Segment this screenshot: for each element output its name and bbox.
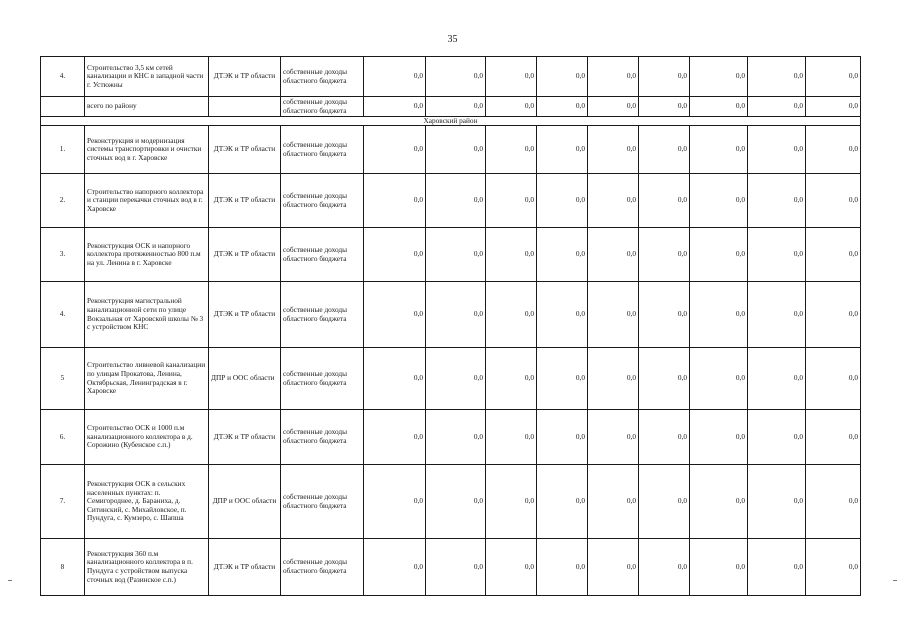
amount-cell: 0,0: [806, 57, 861, 97]
funding-source: собственные доходы областного бюджета: [281, 539, 364, 596]
amount-cell: 0,0: [806, 282, 861, 348]
amount-cell: 0,0: [426, 228, 486, 282]
amount-cell: 0,0: [364, 126, 426, 174]
amount-cell: 0,0: [639, 126, 690, 174]
responsible-body: ДПР и ООС области: [209, 465, 281, 539]
responsible-body: ДТЭК и ТР области: [209, 174, 281, 228]
row-number: 3.: [41, 228, 85, 282]
funding-source: собственные доходы областного бюджета: [281, 228, 364, 282]
amount-cell: 0,0: [690, 174, 748, 228]
amount-cell: 0,0: [426, 97, 486, 117]
amount-cell: 0,0: [748, 126, 806, 174]
table-row: [41, 539, 861, 596]
amount-cell: 0,0: [748, 410, 806, 465]
table-row: [41, 228, 861, 282]
responsible-body: ДПР и ООС области: [209, 348, 281, 410]
amount-cell: 0,0: [690, 126, 748, 174]
amount-cell: 0,0: [426, 174, 486, 228]
responsible-body: ДТЭК и ТР области: [209, 126, 281, 174]
amount-cell: 0,0: [588, 174, 639, 228]
amount-cell: 0,0: [426, 282, 486, 348]
amount-cell: 0,0: [537, 410, 588, 465]
amount-cell: 0,0: [486, 465, 537, 539]
amount-cell: 0,0: [806, 539, 861, 596]
amount-cell: 0,0: [639, 228, 690, 282]
scan-edge-mark: [893, 580, 897, 581]
amount-cell: 0,0: [537, 126, 588, 174]
amount-cell: 0,0: [537, 228, 588, 282]
measure-name: Реконструкция ОСК в сельских населенных пунктах: п. Семигороднее, д. Бараниха, д. Ситинский, с. Михайловское, п. Пундуга, с. Кумзеро, с. Шапша: [85, 465, 209, 539]
financing-table: [40, 56, 861, 596]
measure-name: всего по району: [85, 97, 209, 117]
amount-cell: 0,0: [486, 126, 537, 174]
amount-cell: 0,0: [364, 174, 426, 228]
table-row: [41, 174, 861, 228]
amount-cell: 0,0: [486, 539, 537, 596]
amount-cell: 0,0: [806, 126, 861, 174]
row-number: 4.: [41, 57, 85, 97]
amount-cell: 0,0: [537, 348, 588, 410]
amount-cell: 0,0: [690, 282, 748, 348]
amount-cell: 0,0: [486, 228, 537, 282]
amount-cell: 0,0: [486, 97, 537, 117]
row-number: [41, 97, 85, 117]
amount-cell: 0,0: [639, 539, 690, 596]
amount-cell: 0,0: [426, 348, 486, 410]
measure-name: Реконструкция и модернизация системы транспортировки и очистки сточных вод в г. Харовске: [85, 126, 209, 174]
row-number: 7.: [41, 465, 85, 539]
row-number: 6.: [41, 410, 85, 465]
amount-cell: 0,0: [486, 410, 537, 465]
amount-cell: 0,0: [537, 465, 588, 539]
amount-cell: 0,0: [748, 174, 806, 228]
row-number: 1.: [41, 126, 85, 174]
amount-cell: 0,0: [588, 282, 639, 348]
district-header-row: [41, 117, 861, 126]
amount-cell: 0,0: [588, 539, 639, 596]
amount-cell: 0,0: [588, 228, 639, 282]
amount-cell: 0,0: [690, 465, 748, 539]
row-number: 4.: [41, 282, 85, 348]
amount-cell: 0,0: [748, 282, 806, 348]
row-number: 8: [41, 539, 85, 596]
table-row: [41, 57, 861, 97]
amount-cell: 0,0: [588, 410, 639, 465]
funding-source: собственные доходы областного бюджета: [281, 348, 364, 410]
amount-cell: 0,0: [806, 348, 861, 410]
amount-cell: 0,0: [537, 539, 588, 596]
amount-cell: 0,0: [364, 282, 426, 348]
scan-edge-mark: [8, 580, 12, 581]
amount-cell: 0,0: [588, 57, 639, 97]
amount-cell: 0,0: [364, 97, 426, 117]
amount-cell: 0,0: [426, 126, 486, 174]
amount-cell: 0,0: [690, 57, 748, 97]
funding-source: собственные доходы областного бюджета: [281, 174, 364, 228]
funding-source: собственные доходы областного бюджета: [281, 410, 364, 465]
row-number: 5: [41, 348, 85, 410]
table-row: [41, 410, 861, 465]
amount-cell: 0,0: [426, 410, 486, 465]
amount-cell: 0,0: [588, 348, 639, 410]
amount-cell: 0,0: [639, 282, 690, 348]
amount-cell: 0,0: [426, 539, 486, 596]
table-row: [41, 348, 861, 410]
funding-source: собственные доходы областного бюджета: [281, 282, 364, 348]
amount-cell: 0,0: [690, 228, 748, 282]
amount-cell: 0,0: [748, 539, 806, 596]
amount-cell: 0,0: [639, 97, 690, 117]
amount-cell: 0,0: [690, 348, 748, 410]
amount-cell: 0,0: [588, 465, 639, 539]
amount-cell: 0,0: [748, 465, 806, 539]
amount-cell: 0,0: [690, 539, 748, 596]
measure-name: Строительство напорного коллектора и станции перекачки сточных вод в г. Харовске: [85, 174, 209, 228]
amount-cell: 0,0: [748, 97, 806, 117]
amount-cell: 0,0: [364, 348, 426, 410]
amount-cell: 0,0: [690, 410, 748, 465]
amount-cell: 0,0: [537, 97, 588, 117]
amount-cell: 0,0: [748, 57, 806, 97]
amount-cell: 0,0: [486, 174, 537, 228]
amount-cell: 0,0: [588, 126, 639, 174]
amount-cell: 0,0: [426, 465, 486, 539]
amount-cell: 0,0: [364, 57, 426, 97]
amount-cell: 0,0: [748, 348, 806, 410]
measure-name: Строительство 3,5 км сетей канализации и КНС в западной части г. Устюжны: [85, 57, 209, 97]
row-number: 2.: [41, 174, 85, 228]
amount-cell: 0,0: [364, 228, 426, 282]
amount-cell: 0,0: [748, 228, 806, 282]
amount-cell: 0,0: [364, 410, 426, 465]
amount-cell: 0,0: [537, 282, 588, 348]
amount-cell: 0,0: [806, 410, 861, 465]
amount-cell: 0,0: [537, 57, 588, 97]
measure-name: Строительство ОСК и 1000 п.м канализационного коллектора в д. Сорожино (Кубенское с.п.): [85, 410, 209, 465]
amount-cell: 0,0: [364, 539, 426, 596]
amount-cell: 0,0: [486, 282, 537, 348]
amount-cell: 0,0: [486, 57, 537, 97]
funding-source: собственные доходы областного бюджета: [281, 465, 364, 539]
amount-cell: 0,0: [426, 57, 486, 97]
amount-cell: 0,0: [486, 348, 537, 410]
table-row: [41, 126, 861, 174]
district-title: Харовский район: [41, 117, 861, 126]
amount-cell: 0,0: [806, 228, 861, 282]
responsible-body: ДТЭК и ТР области: [209, 410, 281, 465]
amount-cell: 0,0: [639, 348, 690, 410]
measure-name: Реконструкция магистральной канализационной сети по улице Вокзальная от Харовской школы № 3 с устройством КНС: [85, 282, 209, 348]
funding-source: собственные доходы областного бюджета: [281, 57, 364, 97]
table-row: [41, 282, 861, 348]
responsible-body: ДТЭК и ТР области: [209, 539, 281, 596]
amount-cell: 0,0: [639, 465, 690, 539]
amount-cell: 0,0: [639, 57, 690, 97]
amount-cell: 0,0: [639, 174, 690, 228]
measure-name: Реконструкция 360 п.м канализационного коллектора в п. Пундуга с устройством выпуска сточных вод (Разинское с.п.): [85, 539, 209, 596]
page-number: 35: [447, 34, 458, 45]
amount-cell: 0,0: [537, 174, 588, 228]
amount-cell: 0,0: [588, 97, 639, 117]
funding-source: собственные доходы областного бюджета: [281, 126, 364, 174]
amount-cell: 0,0: [806, 465, 861, 539]
measure-name: Реконструкция ОСК и напорного коллектора протяженностью 800 п.м на ул. Ленина в г. Харовске: [85, 228, 209, 282]
amount-cell: 0,0: [806, 174, 861, 228]
funding-source: собственные доходы областного бюджета: [281, 97, 364, 117]
measure-name: Строительство ливневой канализации по улицам Прокатова, Ленина, Октябрьская, Ленинградская в г. Харовске: [85, 348, 209, 410]
responsible-body: ДТЭК и ТР области: [209, 57, 281, 97]
responsible-body: ДТЭК и ТР области: [209, 282, 281, 348]
amount-cell: 0,0: [806, 97, 861, 117]
table-row: [41, 97, 861, 117]
responsible-body: [209, 97, 281, 117]
responsible-body: ДТЭК и ТР области: [209, 228, 281, 282]
amount-cell: 0,0: [639, 410, 690, 465]
amount-cell: 0,0: [690, 97, 748, 117]
table-row: [41, 465, 861, 539]
amount-cell: 0,0: [364, 465, 426, 539]
